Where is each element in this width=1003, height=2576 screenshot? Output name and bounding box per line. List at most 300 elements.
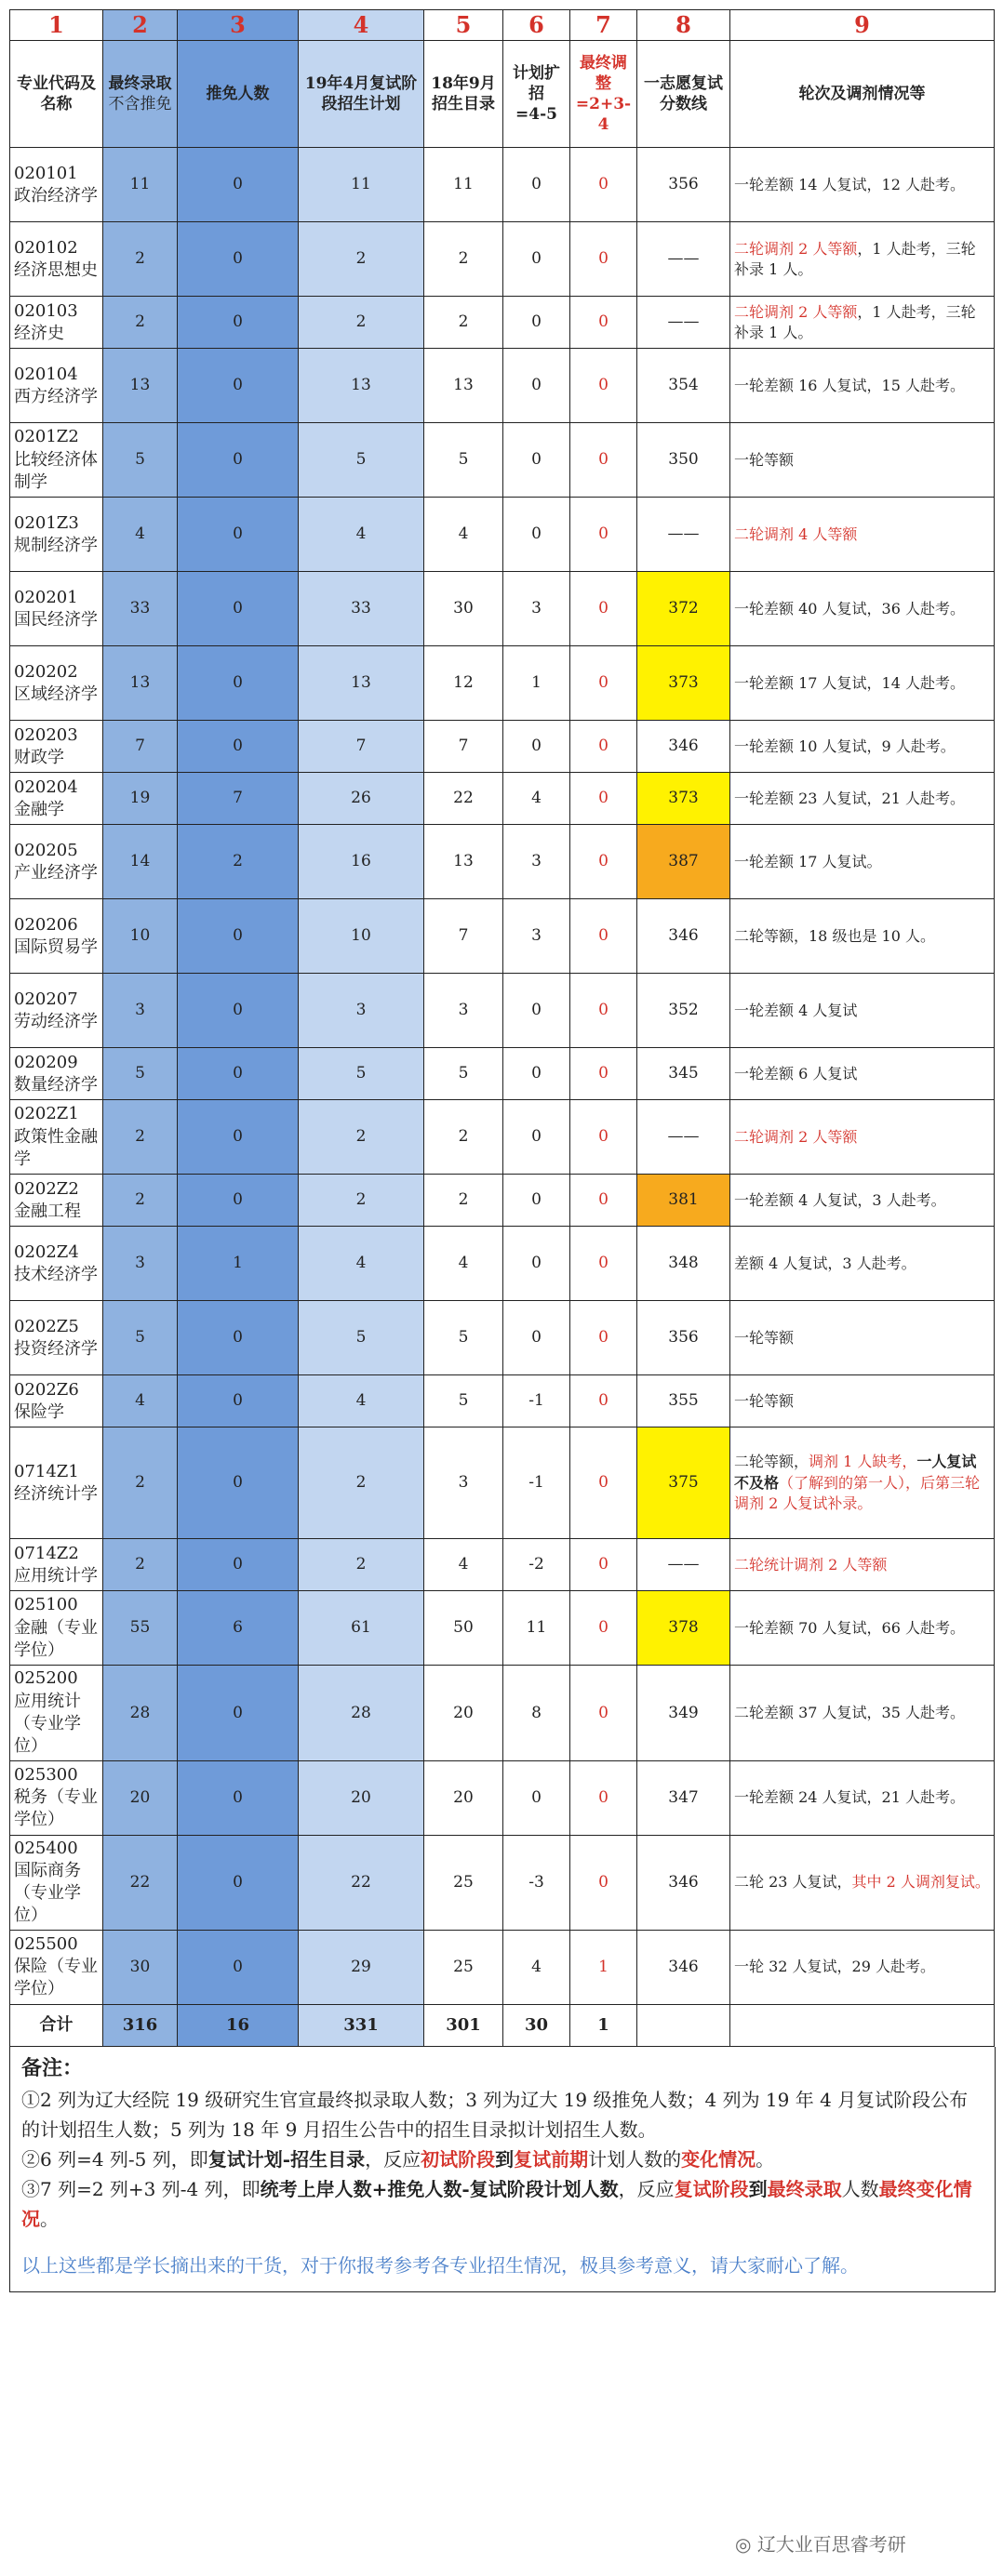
header-plan-expand-label: 计划扩招 [513, 64, 560, 104]
major-name: 数量经济学 [14, 1074, 98, 1095]
adjust-cell: 0 [570, 721, 637, 773]
rounds-notes-cell [730, 1301, 995, 1375]
major-name: 西方经济学 [14, 386, 98, 406]
catalog-cell: 30 [424, 572, 503, 646]
remark-highlight: 复试前期 [514, 2147, 589, 2171]
catalog-cell: 20 [424, 1760, 503, 1835]
major-code: 020104 [14, 364, 78, 384]
table-row [10, 498, 995, 572]
exempt-cell: 0 [178, 572, 299, 646]
exempt-cell: 0 [178, 899, 299, 974]
adjust-cell: 0 [570, 222, 637, 297]
note-red: 二轮调剂 2 人等额 [734, 302, 858, 321]
col-num: 4 [299, 10, 424, 41]
cutoff-cell: 373 [637, 773, 730, 825]
adjust-cell: 0 [570, 825, 637, 899]
exempt-cell: 7 [178, 773, 299, 825]
table-row [10, 1930, 995, 2004]
rounds-notes-cell [730, 1930, 995, 2004]
major-name: 区域经济学 [14, 684, 98, 704]
final-admit-cell: 13 [103, 646, 178, 721]
remark-2 [21, 2144, 983, 2174]
rounds-notes-cell [730, 1427, 995, 1539]
table-row [10, 721, 995, 773]
adjust-cell: 0 [570, 1175, 637, 1227]
adjust-cell: 0 [570, 1048, 637, 1100]
expand-cell: 3 [503, 825, 570, 899]
major-code: 0714Z1 [14, 1461, 79, 1481]
catalog-cell: 3 [424, 974, 503, 1048]
total-row [10, 2004, 995, 2046]
plan-cell: 26 [299, 773, 424, 825]
adjust-cell: 0 [570, 1591, 637, 1666]
major-code: 020207 [14, 989, 78, 1009]
total-cutoff [637, 2004, 730, 2046]
rounds-notes-cell [730, 349, 995, 423]
header-final-admit-sub: 不含推免 [108, 95, 172, 114]
rounds-notes-cell [730, 721, 995, 773]
note-segment: 二轮等额， [734, 1453, 809, 1471]
exempt-cell: 0 [178, 1375, 299, 1427]
exempt-cell: 0 [178, 1760, 299, 1835]
note-text: 一轮差额 10 人复试，9 人赴考。 [734, 737, 956, 755]
col-num: 7 [570, 10, 637, 41]
major-name: 政治经济学 [14, 185, 98, 206]
major-name: 国际商务（专业学位） [14, 1860, 81, 1926]
note-text: 一轮等额 [734, 1328, 795, 1347]
note-text: 一轮差额 4 人复试，3 人赴考。 [734, 1190, 946, 1209]
expand-cell: 1 [503, 646, 570, 721]
table-row [10, 1666, 995, 1760]
plan-cell: 2 [299, 1427, 424, 1539]
major-code: 020209 [14, 1052, 78, 1072]
remark-text: ③7 列=2 列+3 列-4 列，即 [21, 2177, 261, 2200]
rounds-notes-cell [730, 1760, 995, 1835]
note-red: 二轮统计调剂 2 人等额 [734, 1555, 888, 1573]
col-num: 9 [730, 10, 995, 41]
table-row [10, 1301, 995, 1375]
exempt-cell: 0 [178, 1427, 299, 1539]
expand-cell: 0 [503, 423, 570, 498]
cutoff-cell: 346 [637, 1835, 730, 1930]
table-row [10, 572, 995, 646]
expand-cell: 0 [503, 1100, 570, 1175]
plan-cell: 20 [299, 1760, 424, 1835]
expand-cell: 0 [503, 148, 570, 222]
adjust-cell: 0 [570, 1539, 637, 1591]
exempt-cell: 1 [178, 1227, 299, 1301]
note-text: 一轮等额 [734, 450, 795, 469]
major-name: 经济史 [14, 323, 64, 343]
plan-cell: 2 [299, 1175, 424, 1227]
final-admit-cell: 20 [103, 1760, 178, 1835]
total-exempt: 16 [178, 2004, 299, 2046]
rounds-notes-cell [730, 1375, 995, 1427]
note-red: 其中 2 人调剂复试。 [851, 1872, 990, 1891]
catalog-cell: 4 [424, 1539, 503, 1591]
col-num: 2 [103, 10, 178, 41]
adjust-cell: 0 [570, 498, 637, 572]
cutoff-cell: 350 [637, 423, 730, 498]
column-number-row [10, 10, 995, 41]
note-text: 一轮差额 4 人复试 [734, 1001, 858, 1019]
expand-cell: 11 [503, 1591, 570, 1666]
catalog-cell: 5 [424, 423, 503, 498]
note-text: ，1 人赴考，三轮补录 1 人。 [734, 302, 976, 341]
plan-cell: 16 [299, 825, 424, 899]
catalog-cell: 13 [424, 825, 503, 899]
major-code: 020203 [14, 724, 78, 745]
expand-cell: -2 [503, 1539, 570, 1591]
catalog-cell: 22 [424, 773, 503, 825]
exempt-cell: 0 [178, 721, 299, 773]
cutoff-cell: 347 [637, 1760, 730, 1835]
cutoff-cell: —— [637, 1100, 730, 1175]
header-final-adjust [570, 41, 637, 148]
rounds-notes-cell [730, 1048, 995, 1100]
remark-text: 计划人数的 [588, 2147, 682, 2171]
major-code-name [10, 148, 103, 222]
major-code: 020204 [14, 777, 78, 797]
note-text: 一轮差额 40 人复试，36 人赴考。 [734, 599, 965, 617]
exempt-cell: 0 [178, 974, 299, 1048]
remark-highlight: 复试阶段 [674, 2177, 749, 2200]
final-admit-cell: 4 [103, 1375, 178, 1427]
plan-cell: 2 [299, 1100, 424, 1175]
major-code-name [10, 974, 103, 1048]
cutoff-cell: —— [637, 1539, 730, 1591]
catalog-cell: 5 [424, 1375, 503, 1427]
note-segment: ，后第三轮调剂 2 人复试补录。 [734, 1473, 981, 1513]
table-row [10, 1100, 995, 1175]
table-row [10, 423, 995, 498]
exempt-cell: 0 [178, 1175, 299, 1227]
plan-cell: 4 [299, 1375, 424, 1427]
col-num: 3 [178, 10, 299, 41]
major-code: 025100 [14, 1595, 78, 1615]
catalog-cell: 25 [424, 1930, 503, 2004]
major-code: 025500 [14, 1933, 78, 1954]
major-code-name [10, 646, 103, 721]
note-text: 二轮 23 人复试， [734, 1872, 852, 1891]
major-name: 经济思想史 [14, 259, 98, 280]
adjust-cell: 0 [570, 349, 637, 423]
major-code: 020206 [14, 914, 78, 935]
table-row [10, 646, 995, 721]
note-text: 一轮差额 23 人复试，21 人赴考。 [734, 789, 965, 807]
cutoff-cell: 345 [637, 1048, 730, 1100]
table-row [10, 1835, 995, 1930]
rounds-notes-cell [730, 572, 995, 646]
header-final-admit-label: 最终录取 [108, 74, 172, 94]
exempt-cell: 0 [178, 1666, 299, 1760]
expand-cell: -1 [503, 1375, 570, 1427]
table-row [10, 222, 995, 297]
cutoff-cell: 372 [637, 572, 730, 646]
expand-cell: 0 [503, 297, 570, 349]
cutoff-cell: —— [637, 222, 730, 297]
major-name: 税务（专业学位） [14, 1786, 98, 1830]
major-code-name [10, 498, 103, 572]
major-code-name [10, 1930, 103, 2004]
major-code: 0714Z2 [14, 1543, 79, 1563]
cutoff-cell: 356 [637, 1301, 730, 1375]
plan-cell: 3 [299, 974, 424, 1048]
total-adjust: 1 [570, 2004, 637, 2046]
cutoff-cell: 346 [637, 899, 730, 974]
final-admit-cell: 5 [103, 1048, 178, 1100]
expand-cell: 0 [503, 974, 570, 1048]
major-name: 技术经济学 [14, 1264, 98, 1284]
plan-cell: 2 [299, 297, 424, 349]
adjust-cell: 0 [570, 423, 637, 498]
plan-cell: 5 [299, 1301, 424, 1375]
major-code-name [10, 1760, 103, 1835]
note-text: ，1 人赴考，三轮补录 1 人。 [734, 239, 976, 278]
cutoff-cell: 355 [637, 1375, 730, 1427]
plan-cell: 5 [299, 1048, 424, 1100]
total-final: 316 [103, 2004, 178, 2046]
major-code-name [10, 1301, 103, 1375]
exempt-cell: 0 [178, 222, 299, 297]
major-name: 金融学 [14, 799, 64, 819]
final-admit-cell: 30 [103, 1930, 178, 2004]
remarks-title: 备注： [21, 2055, 84, 2080]
remark-text: 。 [756, 2147, 775, 2171]
catalog-cell: 12 [424, 646, 503, 721]
adjust-cell: 0 [570, 1227, 637, 1301]
note-segment: 调剂 1 人缺考， [809, 1453, 917, 1471]
remark-highlight: 最终变化情况 [21, 2177, 972, 2230]
exempt-cell: 0 [178, 1835, 299, 1930]
catalog-cell: 3 [424, 1427, 503, 1539]
header-plan-expand-formula: =4-5 [515, 105, 557, 125]
exempt-cell: 0 [178, 349, 299, 423]
expand-cell: 0 [503, 1760, 570, 1835]
cutoff-cell: 348 [637, 1227, 730, 1301]
major-code: 0202Z5 [14, 1316, 79, 1336]
final-admit-cell: 10 [103, 899, 178, 974]
expand-cell: 4 [503, 1930, 570, 2004]
cutoff-cell: 346 [637, 1930, 730, 2004]
adjust-cell: 0 [570, 1375, 637, 1427]
table-row [10, 349, 995, 423]
header-plan-apr19: 19年4月复试阶段招生计划 [299, 41, 424, 148]
cutoff-cell: —— [637, 297, 730, 349]
major-name: 应用统计（专业学位） [14, 1691, 81, 1757]
catalog-cell: 11 [424, 148, 503, 222]
major-code-name [10, 1427, 103, 1539]
major-name: 比较经济体制学 [14, 449, 98, 493]
catalog-cell: 5 [424, 1048, 503, 1100]
expand-cell: 0 [503, 1175, 570, 1227]
exempt-cell: 0 [178, 423, 299, 498]
major-code-name [10, 1375, 103, 1427]
major-code: 0201Z2 [14, 427, 79, 447]
cutoff-cell: 387 [637, 825, 730, 899]
remark-text: ，反应 [365, 2147, 421, 2171]
table-row [10, 148, 995, 222]
header-final-admit [103, 41, 178, 148]
final-admit-cell: 2 [103, 1175, 178, 1227]
expand-cell: 0 [503, 349, 570, 423]
exempt-cell: 0 [178, 148, 299, 222]
exempt-cell: 0 [178, 1539, 299, 1591]
wechat-account: 辽大业百思睿考研 [756, 2533, 906, 2556]
header-code-name: 专业代码及名称 [10, 41, 103, 148]
adjust-cell: 0 [570, 1301, 637, 1375]
major-code-name [10, 1048, 103, 1100]
plan-cell: 28 [299, 1666, 424, 1760]
final-admit-cell: 19 [103, 773, 178, 825]
rounds-notes-cell [730, 1100, 995, 1175]
final-admit-cell: 3 [103, 974, 178, 1048]
adjust-cell: 0 [570, 773, 637, 825]
header-row [10, 41, 995, 148]
expand-cell: 0 [503, 222, 570, 297]
col-num: 1 [10, 10, 103, 41]
major-name: 劳动经济学 [14, 1011, 98, 1031]
adjust-cell: 0 [570, 148, 637, 222]
plan-cell: 29 [299, 1930, 424, 2004]
exempt-cell: 0 [178, 1930, 299, 2004]
adjust-cell: 0 [570, 297, 637, 349]
col-num: 6 [503, 10, 570, 41]
rounds-notes-cell [730, 1175, 995, 1227]
major-code: 0202Z6 [14, 1379, 79, 1400]
expand-cell: 4 [503, 773, 570, 825]
cutoff-cell: 352 [637, 974, 730, 1048]
header-final-adjust-label: 最终调整 [580, 54, 627, 94]
adjust-cell: 0 [570, 1835, 637, 1930]
major-code: 020205 [14, 840, 78, 860]
remark-bold: 到 [495, 2147, 515, 2171]
adjust-cell: 0 [570, 899, 637, 974]
cutoff-cell: 356 [637, 148, 730, 222]
final-admit-cell: 2 [103, 1539, 178, 1591]
major-code: 025200 [14, 1668, 78, 1689]
major-name: 国际贸易学 [14, 936, 98, 957]
exempt-cell: 2 [178, 825, 299, 899]
exempt-cell: 0 [178, 1048, 299, 1100]
catalog-cell: 7 [424, 899, 503, 974]
cutoff-cell: 375 [637, 1427, 730, 1539]
plan-cell: 13 [299, 646, 424, 721]
remark-3 [21, 2174, 983, 2234]
note-segment: 一人复试不及格 [734, 1453, 977, 1492]
table-row [10, 825, 995, 899]
plan-cell: 13 [299, 349, 424, 423]
expand-cell: 0 [503, 1048, 570, 1100]
expand-cell: 3 [503, 899, 570, 974]
catalog-cell: 4 [424, 498, 503, 572]
remark-highlight: 初试阶段 [421, 2147, 496, 2171]
major-code-name [10, 1591, 103, 1666]
expand-cell: 0 [503, 721, 570, 773]
catalog-cell: 4 [424, 1227, 503, 1301]
note-text: 一轮差额 6 人复试 [734, 1064, 858, 1082]
major-code-name [10, 423, 103, 498]
catalog-cell: 20 [424, 1666, 503, 1760]
header-cutoff: 一志愿复试分数线 [637, 41, 730, 148]
major-name: 金融（专业学位） [14, 1617, 98, 1661]
table-row [10, 1175, 995, 1227]
final-admit-cell: 22 [103, 1835, 178, 1930]
expand-cell: -1 [503, 1427, 570, 1539]
plan-cell: 7 [299, 721, 424, 773]
plan-cell: 11 [299, 148, 424, 222]
plan-cell: 22 [299, 1835, 424, 1930]
final-admit-cell: 14 [103, 825, 178, 899]
col-num: 5 [424, 10, 503, 41]
note-text: 一轮 32 人复试，29 人赴考。 [734, 1958, 935, 1976]
header-exempt: 推免人数 [178, 41, 299, 148]
header-final-adjust-formula: =2+3-4 [575, 95, 632, 135]
table-row [10, 773, 995, 825]
header-catalog-sep18: 18年9月招生目录 [424, 41, 503, 148]
final-admit-cell: 7 [103, 721, 178, 773]
major-code: 0202Z2 [14, 1178, 79, 1199]
table-row [10, 1375, 995, 1427]
major-code-name [10, 222, 103, 297]
header-rounds: 轮次及调剂情况等 [730, 41, 995, 148]
note-text: 一轮等额 [734, 1391, 795, 1410]
cutoff-cell: —— [637, 498, 730, 572]
wechat-icon: ◎ [735, 2533, 757, 2556]
remark-highlight: 最终录取 [767, 2177, 842, 2200]
major-code-name [10, 572, 103, 646]
major-name: 应用统计学 [14, 1565, 98, 1586]
final-admit-cell: 28 [103, 1666, 178, 1760]
exempt-cell: 0 [178, 297, 299, 349]
major-code-name [10, 1666, 103, 1760]
catalog-cell: 2 [424, 1175, 503, 1227]
major-code-name [10, 297, 103, 349]
catalog-cell: 13 [424, 349, 503, 423]
rounds-notes-cell [730, 1539, 995, 1591]
final-admit-cell: 2 [103, 222, 178, 297]
cutoff-cell: 354 [637, 349, 730, 423]
rounds-notes-cell [730, 825, 995, 899]
major-code: 020101 [14, 163, 78, 183]
major-name: 政策性金融学 [14, 1126, 98, 1170]
major-name: 投资经济学 [14, 1338, 98, 1359]
expand-cell: 8 [503, 1666, 570, 1760]
major-code: 020103 [14, 300, 78, 321]
total-notes [730, 2004, 995, 2046]
major-name: 国民经济学 [14, 609, 98, 630]
major-code: 020202 [14, 661, 78, 682]
major-code: 025300 [14, 1764, 78, 1785]
total-plan: 331 [299, 2004, 424, 2046]
closing-note: 以上这些都是学长摘出来的干货，对于你报考参考各专业招生情况，极具参考意义，请大家耐心了解。 [21, 2253, 859, 2277]
exempt-cell: 6 [178, 1591, 299, 1666]
major-code-name [10, 899, 103, 974]
expand-cell: 0 [503, 498, 570, 572]
major-code: 0202Z1 [14, 1104, 79, 1124]
rounds-notes-cell [730, 1591, 995, 1666]
adjust-cell: 0 [570, 572, 637, 646]
adjust-cell: 0 [570, 646, 637, 721]
final-admit-cell: 5 [103, 423, 178, 498]
major-name: 金融工程 [14, 1201, 81, 1221]
adjust-cell: 0 [570, 1427, 637, 1539]
major-code: 020102 [14, 237, 78, 258]
remark-bold: 到 [748, 2177, 768, 2200]
rounds-notes-cell [730, 423, 995, 498]
rounds-notes-cell [730, 498, 995, 572]
rounds-notes-cell [730, 773, 995, 825]
